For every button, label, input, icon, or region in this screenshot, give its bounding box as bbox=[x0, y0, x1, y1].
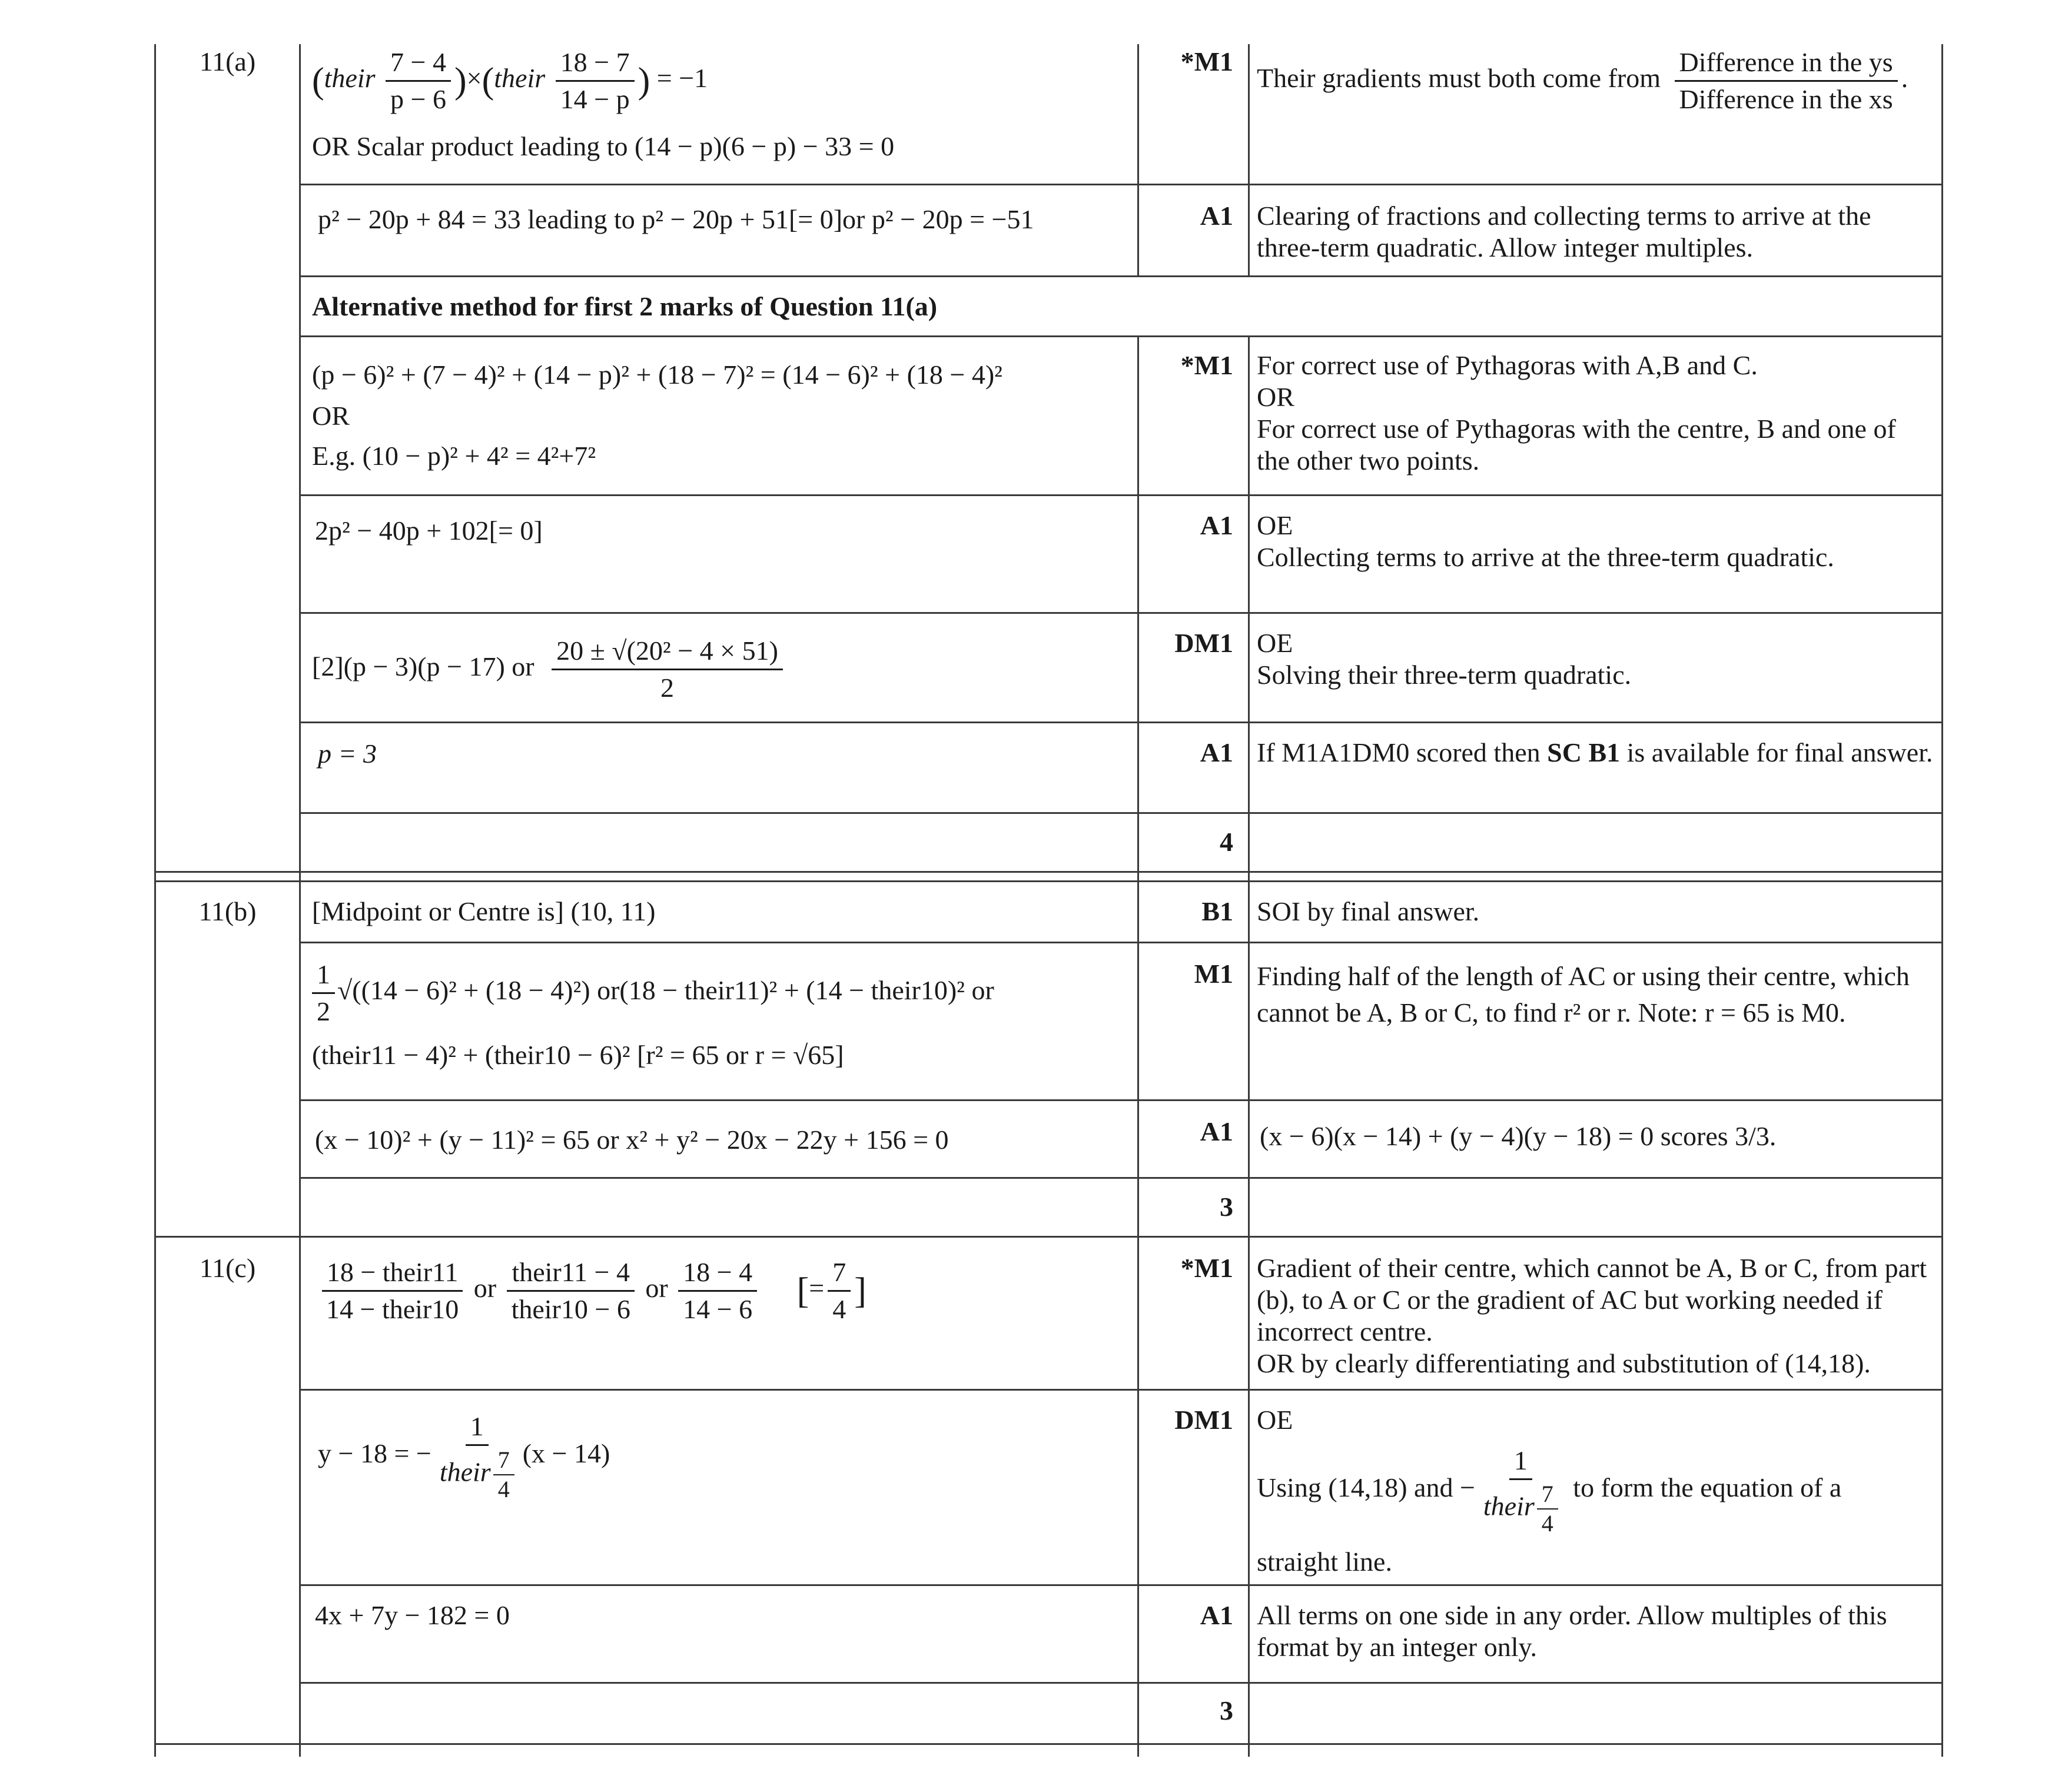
alternative-method-heading: Alternative method for first 2 marks of Question 11(a) bbox=[312, 291, 938, 321]
fraction-denominator: 14 − 6 bbox=[683, 1294, 753, 1324]
guidance-text: . bbox=[1901, 63, 1908, 94]
mark-code: A1 bbox=[1200, 510, 1233, 540]
total-marks: 3 bbox=[1220, 1192, 1233, 1222]
row-divider bbox=[299, 1389, 1943, 1391]
table-border-bottom bbox=[154, 1743, 1943, 1745]
fraction-numerator: 18 − 7 bbox=[556, 47, 635, 82]
row-divider bbox=[299, 335, 1943, 337]
mark-code: *M1 bbox=[1180, 1253, 1233, 1283]
row-divider bbox=[299, 612, 1943, 614]
section-divider bbox=[154, 880, 1943, 882]
fraction-denominator: 4 bbox=[497, 1476, 510, 1502]
special-case-code: SC B1 bbox=[1547, 737, 1621, 767]
answer-cell: $\frac{\text{18 − their11}}{\text{14 − their10}}$ or $\frac{\text{their11 − 4}}{\text{their10 − 6}}$ or $\frac{18 - 4}{14 - 6}$ [= $\frac{7}{4}$ ] bbox=[318, 1257, 1136, 1325]
column-divider-marks bbox=[1248, 44, 1250, 277]
guidance-text: is available for final answer. bbox=[1626, 737, 1933, 767]
answer-cell: 2p² − 40p + 102[= 0] bbox=[315, 516, 543, 546]
guidance-text: OE bbox=[1257, 1405, 1293, 1435]
fraction-numerator: 7 bbox=[828, 1257, 851, 1292]
question-number: 11(a) bbox=[199, 46, 256, 77]
answer-line bbox=[312, 959, 1130, 1027]
answer-cell: 4x + 7y − 182 = 0 bbox=[315, 1600, 510, 1630]
fraction-denominator: p − 6 bbox=[390, 84, 446, 114]
guidance-text: OE bbox=[1257, 628, 1293, 658]
mark-code: B1 bbox=[1201, 896, 1233, 926]
row-divider bbox=[299, 812, 1943, 814]
guidance-text: to form the equation of a bbox=[1573, 1472, 1842, 1503]
guidance-cell: All terms on one side in any order. Allow multiples of this format by an integer only. bbox=[1257, 1600, 1887, 1662]
guidance-text: Using (14,18) and − bbox=[1257, 1472, 1475, 1503]
guidance-cell bbox=[1257, 627, 1934, 691]
section-divider bbox=[154, 871, 1943, 873]
fraction-numerator: 7 bbox=[493, 1448, 514, 1475]
fraction-denominator: 2 bbox=[317, 996, 330, 1026]
mark-code: M1 bbox=[1194, 959, 1233, 989]
mark-code: A1 bbox=[1200, 1600, 1233, 1630]
mark-code: A1 bbox=[1200, 201, 1233, 231]
question-number: 11(b) bbox=[198, 896, 257, 926]
column-divider-question bbox=[299, 44, 301, 1757]
guidance-text: Solving their three-term quadratic. bbox=[1257, 660, 1632, 690]
guidance-cell: SOI by final answer. bbox=[1257, 896, 1480, 926]
column-divider-marks-2 bbox=[1248, 335, 1250, 1757]
total-marks: 3 bbox=[1220, 1695, 1233, 1725]
guidance-text: If M1A1DM0 scored then bbox=[1257, 737, 1541, 767]
fraction-denominator: 14 − p bbox=[560, 84, 630, 114]
table-border-right bbox=[1941, 44, 1943, 1757]
column-divider-answer bbox=[1137, 44, 1139, 277]
total-marks: 4 bbox=[1220, 827, 1233, 857]
answer-cell: (x − 10)² + (y − 11)² = 65 or x² + y² − 20x − 22y + 156 = 0 bbox=[315, 1125, 949, 1155]
guidance-cell: Finding half of the length of AC or using their centre, which cannot be A, B or C, to find r² or r. Note: r = 65 is M0. bbox=[1257, 961, 1910, 1028]
fraction-denominator: their10 − 6 bbox=[511, 1294, 630, 1324]
row-divider bbox=[299, 1584, 1943, 1586]
guidance-text: OE bbox=[1257, 510, 1293, 540]
row-divider bbox=[299, 942, 1943, 943]
fraction-numerator: their11 − 4 bbox=[507, 1257, 635, 1292]
guidance-text: Their gradients must both come from bbox=[1257, 63, 1661, 94]
row-divider bbox=[299, 275, 1943, 277]
fraction-denominator: 14 − their10 bbox=[326, 1294, 459, 1324]
fraction-numerator: 1 bbox=[312, 959, 335, 994]
row-divider bbox=[299, 494, 1943, 496]
fraction-denominator: 2 bbox=[660, 673, 675, 703]
answer-cell: [Midpoint or Centre is] (10, 11) bbox=[312, 896, 656, 926]
answer-alternative: OR Scalar product leading to (14 − p)(6 − p) − 33 = 0 bbox=[312, 131, 895, 161]
answer-cell bbox=[312, 636, 1130, 703]
answer-text: or bbox=[473, 1273, 497, 1304]
answer-line: (p − 6)² + (7 − 4)² + (14 − p)² + (18 − 7)² = (14 − 6)² + (18 − 4)² bbox=[312, 360, 1002, 390]
mark-code: *M1 bbox=[1180, 350, 1233, 380]
answer-cell bbox=[318, 1411, 1136, 1501]
fraction-numerator: 20 ± √(20² − 4 × 51) bbox=[552, 636, 783, 670]
section-divider bbox=[154, 1236, 1943, 1238]
mark-code: DM1 bbox=[1174, 628, 1233, 658]
row-divider bbox=[299, 722, 1943, 723]
guidance-text: straight line. bbox=[1257, 1547, 1392, 1577]
row-divider bbox=[299, 184, 1943, 185]
answer-cell: p = 3 bbox=[318, 739, 377, 769]
guidance-text: For correct use of Pythagoras with A,B and C. bbox=[1257, 350, 1758, 380]
mark-code: *M1 bbox=[1180, 46, 1233, 77]
mark-code: DM1 bbox=[1174, 1405, 1233, 1435]
guidance-cell: Clearing of fractions and collecting terms to arrive at the three-term quadratic. Allow integer multiples. bbox=[1257, 201, 1871, 262]
answer-line: OR bbox=[312, 401, 350, 431]
fraction-numerator: 1 bbox=[466, 1411, 489, 1446]
answer-text: √((14 − 6)² + (18 − 4)²) or(18 − their11)² + (14 − their10)² or bbox=[337, 975, 994, 1006]
row-divider bbox=[299, 1099, 1943, 1101]
fraction-word: their bbox=[439, 1457, 491, 1487]
guidance-cell bbox=[1257, 47, 1934, 115]
answer-text: [2](p − 3)(p − 17) or bbox=[312, 651, 534, 682]
guidance-text: OR by clearly differentiating and substitution of (14,18). bbox=[1257, 1348, 1871, 1378]
answer-line: E.g. (10 − p)² + 4² = 4²+7² bbox=[312, 441, 596, 471]
guidance-cell: OE Using (14,18) and − 1 their $\frac{7}{4}$ to form the equation of a straight line. bbox=[1257, 1404, 1934, 1578]
row-divider bbox=[299, 1177, 1943, 1179]
fraction-numerator: 18 − 4 bbox=[678, 1257, 757, 1292]
answer-cell: p² − 20p + 84 = 33 leading to p² − 20p + 51[= 0]or p² − 20p = −51 bbox=[318, 204, 1034, 234]
answer-line: (their11 − 4)² + (their10 − 6)² [r² = 65 or r = √65] bbox=[312, 1040, 844, 1070]
question-number: 11(c) bbox=[199, 1253, 256, 1283]
answer-text: y − 18 = − bbox=[318, 1438, 431, 1469]
fraction-numerator: 18 − their11 bbox=[322, 1257, 463, 1292]
guidance-cell bbox=[1257, 1252, 1934, 1379]
answer-text: or bbox=[645, 1273, 668, 1304]
fraction-denominator: 4 bbox=[832, 1294, 846, 1324]
column-divider-answer-2 bbox=[1137, 335, 1139, 1757]
mark-code: A1 bbox=[1200, 737, 1233, 767]
answer-text: (x − 14) bbox=[522, 1438, 610, 1469]
guidance-text: For correct use of Pythagoras with the centre, B and one of the other two points. bbox=[1257, 414, 1896, 476]
guidance-text: Collecting terms to arrive at the three-term quadratic. bbox=[1257, 542, 1834, 572]
answer-cell: (their $\frac{7 - 4}{p - 6}$ )×(their $\frac{18 - 7}{14 - p}$ ) = −1 bbox=[312, 47, 708, 114]
guidance-cell bbox=[1257, 350, 1934, 477]
guidance-cell bbox=[1257, 737, 1934, 769]
guidance-text: Gradient of their centre, which cannot be A, B or C, from part (b), to A or C or the gradient of AC but working needed if incorrect centre. bbox=[1257, 1253, 1927, 1347]
guidance-cell: (x − 6)(x − 14) + (y − 4)(y − 18) = 0 scores 3/3. bbox=[1260, 1121, 1777, 1151]
guidance-cell bbox=[1257, 510, 1934, 573]
fraction-numerator: Difference in the ys bbox=[1675, 47, 1898, 82]
fraction-denominator: Difference in the xs bbox=[1679, 84, 1893, 114]
guidance-text: OR bbox=[1257, 382, 1294, 412]
mark-code: A1 bbox=[1200, 1116, 1233, 1146]
row-divider bbox=[299, 1682, 1943, 1684]
fraction-numerator: 7 − 4 bbox=[386, 47, 451, 82]
